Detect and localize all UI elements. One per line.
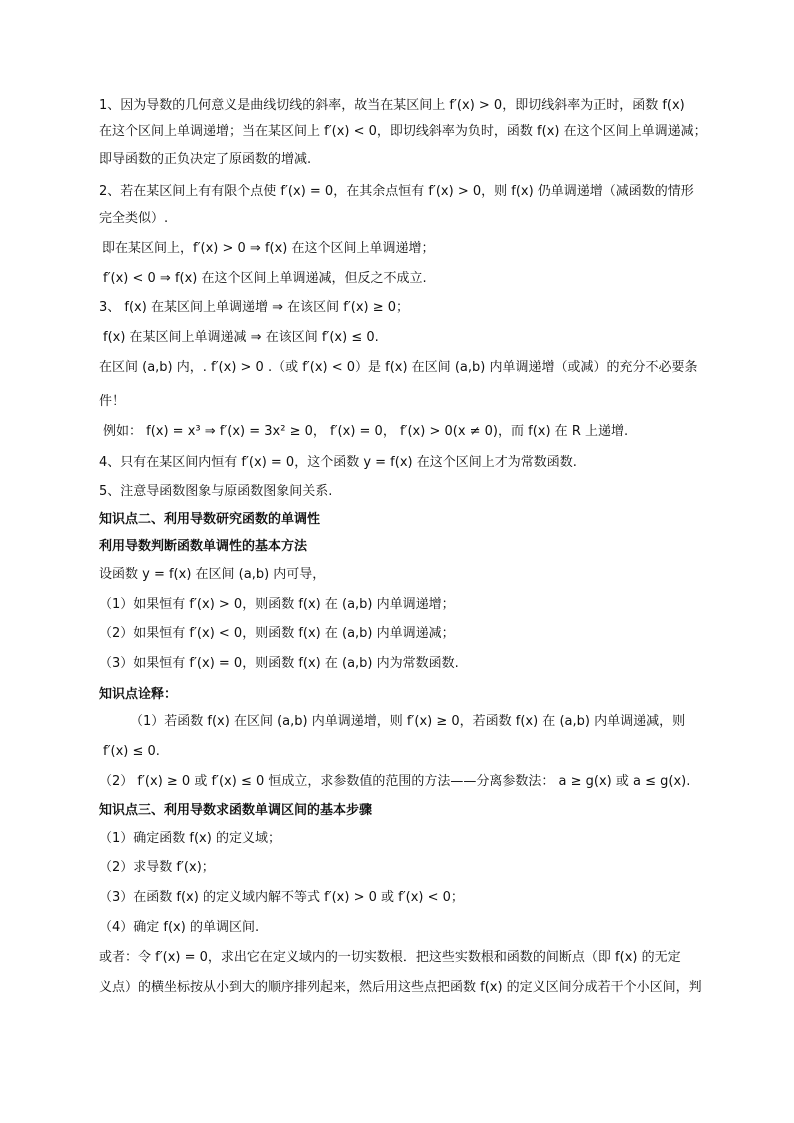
text-line: 义点）的横坐标按从小到大的顺序排列起来，然后用这些点把函数 f(x) 的定义区间分成若干个小区间，判 [99,980,702,995]
list-item: （2）求导数 f′(x)； [99,860,215,875]
subsection-heading: 利用导数判断函数单调性的基本方法 [99,539,308,554]
section-heading: 知识点二、利用导数研究函数的单调性 [99,512,321,527]
list-item: （1）确定函数 f(x) 的定义域； [99,831,281,846]
text-line: 即在某区间上，f′(x) > 0 ⇒ f(x) 在这个区间上单调递增； [102,241,435,256]
text-line: 在这个区间上单调递增；当在某区间上 f′(x) < 0，即切线斜率为负时，函数 f(x) 在这个区间上单调递减； [99,124,707,139]
text-line: 4、只有在某区间内恒有 f′(x) = 0，这个函数 y = f(x) 在这个区间上才为常数函数. [99,455,577,470]
text-line: 或者：令 f′(x) = 0，求出它在定义域内的一切实数根．把这些实数根和函数的间断点（即 f(x) 的无定 [99,950,681,965]
list-item: （4）确定 f(x) 的单调区间. [99,920,260,935]
text-line: 件！ [99,394,126,409]
list-item: （3）如果恒有 f′(x) = 0，则函数 f(x) 在 (a,b) 内为常数函数. [99,656,459,671]
list-item: （3）在函数 f(x) 的定义域内解不等式 f′(x) > 0 或 f′(x) < 0； [99,890,464,905]
text-line: 即导函数的正负决定了原函数的增减. [99,152,312,167]
text-line: （1）若函数 f(x) 在区间 (a,b) 内单调递增，则 f′(x) ≥ 0，若函数 f(x) 在 (a,b) 内单调递减，则 [130,714,686,729]
text-line: 设函数 y = f(x) 在区间 (a,b) 内可导， [99,567,326,582]
list-item: （2）如果恒有 f′(x) < 0，则函数 f(x) 在 (a,b) 内单调递减； [99,626,455,641]
text-line: 例如： f(x) = x³ ⇒ f′(x) = 3x² ≥ 0， f′(x) = 0， f′(x) > 0(x ≠ 0)，而 f(x) 在 R 上递增. [103,424,629,439]
text-line: 在区间 (a,b) 内，. f′(x) > 0 .（或 f′(x) < 0）是 f(x) 在区间 (a,b) 内单调递增（或减）的充分不必要条 [99,360,698,375]
note-heading: 知识点诠释： [99,687,178,702]
text-line: 5、注意导函数图象与原函数图象间关系. [99,484,333,499]
text-line: （2） f′(x) ≥ 0 或 f′(x) ≤ 0 恒成立，求参数值的范围的方法——分离参数法： a ≥ g(x) 或 a ≤ g(x). [99,774,691,789]
text-line: 2、若在某区间上有有限个点使 f′(x) = 0，在其余点恒有 f′(x) > 0，则 f(x) 仍单调递增（减函数的情形 [99,184,694,199]
list-item: （1）如果恒有 f′(x) > 0，则函数 f(x) 在 (a,b) 内单调递增； [99,597,455,612]
section-heading: 知识点三、利用导数求函数单调区间的基本步骤 [99,803,373,818]
text-line: f′(x) < 0 ⇒ f(x) 在这个区间上单调递减，但反之不成立. [103,271,427,286]
text-line: f′(x) ≤ 0. [103,744,160,759]
text-line: 1、因为导数的几何意义是曲线切线的斜率，故当在某区间上 f′(x) > 0，即切线斜率为正时，函数 f(x) [99,98,685,113]
text-line: 3、 f(x) 在某区间上单调递增 ⇒ 在该区间 f′(x) ≥ 0； [99,300,410,315]
text-line: 完全类似）. [99,211,169,226]
text-line: f(x) 在某区间上单调递减 ⇒ 在该区间 f′(x) ≤ 0. [103,330,379,345]
